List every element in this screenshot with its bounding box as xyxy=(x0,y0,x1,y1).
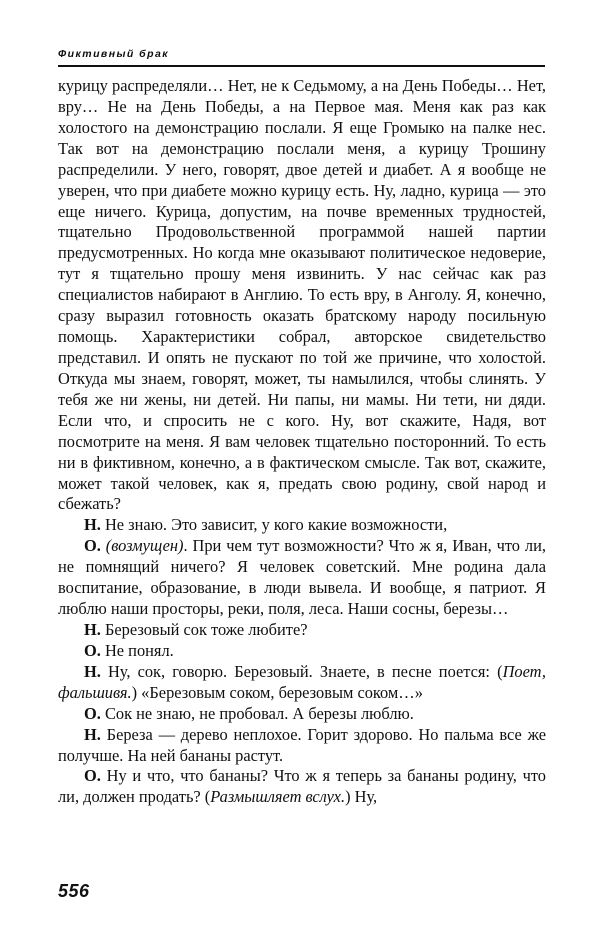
paragraph-text: . При чем тут возможности? Что ж я, Иван, что ли, не помнящий ничего? Я человек советский. Мне родина дала воспитание, образование, в люди вывела. И вообще, я патриот. Я люблю наши просторы, реки, поля, леса. Наши сосны, березы… xyxy=(58,536,546,619)
paragraph-text: Не понял. xyxy=(100,640,174,660)
paragraph-text-after: ) Ну, xyxy=(345,787,378,807)
stage-direction: (возмущен) xyxy=(100,536,184,556)
paragraph-text: Березовый сок тоже любите? xyxy=(100,619,308,639)
dialogue-line xyxy=(58,766,546,808)
dialogue-line xyxy=(58,662,546,704)
speaker-label: Н. xyxy=(84,619,101,639)
paragraph-text: Не знаю. Это зависит, у кого какие возможности, xyxy=(100,515,448,535)
dialogue-line xyxy=(58,641,546,662)
running-head-title: Фиктивный брак xyxy=(58,48,170,60)
dialogue-line xyxy=(58,536,546,620)
paragraph-text-before: Ну, сок, говорю. Березовый. Знаете, в песне поется: ( xyxy=(100,661,503,681)
speaker-label: О. xyxy=(84,536,101,556)
running-head-rule xyxy=(58,65,545,67)
dialogue-line xyxy=(58,620,546,641)
paragraph-text: курицу распределяли… Нет, не к Седьмому, а на День Победы… Нет, вру… Не на День Победы, а на Первое мая. Меня как раз как холостого на демонстрацию послали. Я еще Громыко на палке нес. Так вот на демонстрацию послали меня, а курицу Трошину распределили. У него, говорят, двое детей и диабет. А я вообще не уверен, что при диабете можно курицу есть. Ну, ладно, курица — это еще ничего. Курица, допустим, на почве временных трудностей, тщательно Продовольственной программой нашей партии предусмотренных. Но когда мне оказывают политическое недоверие, тут я тщательно прошу меня извинить. У нас сейчас как раз специалистов набирают в Англию. То есть вру, в Анголу. Я, конечно, сразу выразил готовность оказать братскому народу посильную помощь. Характеристики собрал, авторское свидетельство представил. И опять не пускают по той же причине, что холостой. Откуда мы знаем, говорят, может, ты намылился, чтобы слинять. У тебя же ни жены, ни детей. Ни папы, ни мамы. Ни тети, ни дяди. Если что, и спросить не с кого. Ну, вот скажите, Надя, вот посмотрите на меня. Я вам человек тщательно посторонний. То есть ни в фиктивном, конечно, а в фактическом смысле. Так вот, скажите, может такой человек, как я, предать свою родину, свой народ и сбежать? xyxy=(58,76,546,514)
dialogue-line xyxy=(58,704,546,725)
dialogue-line xyxy=(58,515,546,536)
paragraph-text: Береза — дерево неплохое. Горит здорово. Но пальма все же получше. На ней бананы растут. xyxy=(58,724,546,765)
dialogue-line xyxy=(58,725,546,767)
speaker-label: Н. xyxy=(84,661,101,681)
speaker-label: О. xyxy=(84,766,101,786)
page-number: 556 xyxy=(58,881,90,901)
paragraph-text-before: Ну и что, что бананы? Что ж я теперь за бананы родину, что ли, должен продать? ( xyxy=(58,766,546,807)
speaker-label: О. xyxy=(84,640,101,660)
running-head xyxy=(58,48,545,67)
paragraph-text-after: ) «Березовым соком, березовым соком…» xyxy=(131,682,423,702)
paragraph-narration xyxy=(58,76,546,515)
speaker-label: Н. xyxy=(84,515,101,535)
paragraph-text: Сок не знаю, не пробовал. А березы люблю. xyxy=(100,703,414,723)
stage-direction: Поет, фальшивя. xyxy=(58,661,546,702)
speaker-label: О. xyxy=(84,703,101,723)
speaker-label: Н. xyxy=(84,724,101,744)
stage-direction: Размышляет вслух. xyxy=(210,787,346,807)
body-text-column xyxy=(58,76,546,808)
